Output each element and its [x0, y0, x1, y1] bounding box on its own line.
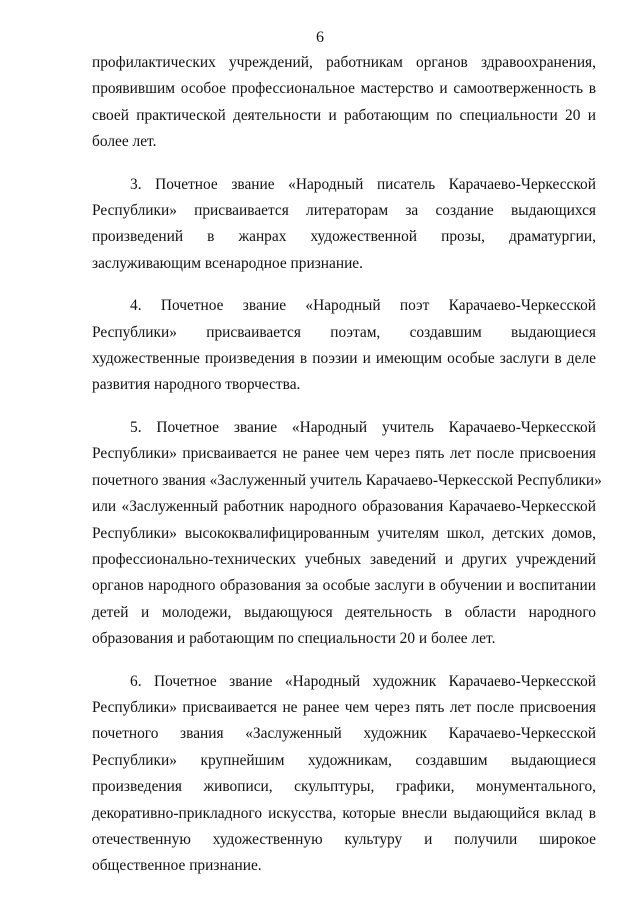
text-line: профилактических учреждений, работникам органов здравоохранения,: [92, 54, 596, 71]
text-line: 4. Почетное звание «Народный поэт Карачаево-Черкесской: [130, 297, 596, 315]
text-line: 6. Почетное звание «Народный художник Карачаево-Черкесской: [130, 672, 596, 690]
text-line: общественное признание.: [92, 857, 262, 875]
text-line: органов народного образования за особые заслуги в обучении и воспитании: [92, 577, 596, 595]
page-number: 6: [316, 29, 324, 46]
text-line: Республики» присваивается не ранее чем через пять лет после присвоения: [92, 445, 596, 463]
text-line: Республики» присваивается не ранее чем через пять лет после присвоения: [92, 698, 596, 716]
text-line: или «Заслуженный работник народного образования Карачаево-Черкесской: [92, 498, 596, 516]
text-line: Республики» крупнейшим художникам, создавшим выдающиеся: [92, 751, 596, 769]
paragraph-item-6: [92, 669, 596, 880]
paragraph-item-5: [92, 415, 602, 653]
text-line: почетного звания «Заслуженный художник Карачаево-Черкесской: [92, 725, 596, 743]
text-line: детей и молодежи, выдающуюся деятельность в области народного: [92, 603, 596, 621]
text-line: более лет.: [92, 133, 157, 151]
text-line: заслуживающим всенародное признание.: [92, 254, 363, 272]
text-line: 5. Почетное звание «Народный учитель Карачаево-Черкесской: [130, 418, 596, 436]
text-line: Республики» присваивается литераторам за создание выдающихся: [92, 202, 596, 220]
text-line: образования и работающим по специальности 20 и более лет.: [92, 630, 496, 648]
text-line: развития народного творчества.: [92, 376, 301, 394]
paragraph-item-3: [92, 172, 596, 278]
text-line: Республики» присваивается поэтам, создавшим выдающиеся: [92, 323, 596, 341]
text-line: художественные произведения в поэзии и имеющим особые заслуги в деле: [92, 350, 596, 368]
text-line: 3. Почетное звание «Народный писатель Карачаево-Черкесской: [130, 175, 596, 193]
paragraph-continuation: [92, 50, 596, 156]
document-body: [92, 50, 602, 880]
text-line: своей практической деятельности и работающим по специальности 20 и: [92, 106, 596, 124]
text-line: декоративно-прикладного искусства, которые внесли выдающийся вклад в: [92, 804, 596, 822]
text-line: проявившим особое профессиональное мастерство и самоотверженность в: [92, 80, 596, 98]
text-line: произведений в жанрах художественной прозы, драматургии,: [92, 228, 596, 246]
text-line: отечественную художественную культуру и получили широкое: [92, 830, 596, 848]
paragraph-item-4: [92, 293, 596, 399]
text-line: произведения живописи, скульптуры, графики, монументального,: [92, 778, 596, 796]
text-line: Республики» высококвалифицированным учителям школ, детских домов,: [92, 524, 596, 542]
text-line: профессионально-технических учебных заведений и других учреждений: [92, 550, 596, 568]
text-line: почетного звания «Заслуженный учитель Карачаево-Черкесской Республики»: [92, 471, 602, 489]
